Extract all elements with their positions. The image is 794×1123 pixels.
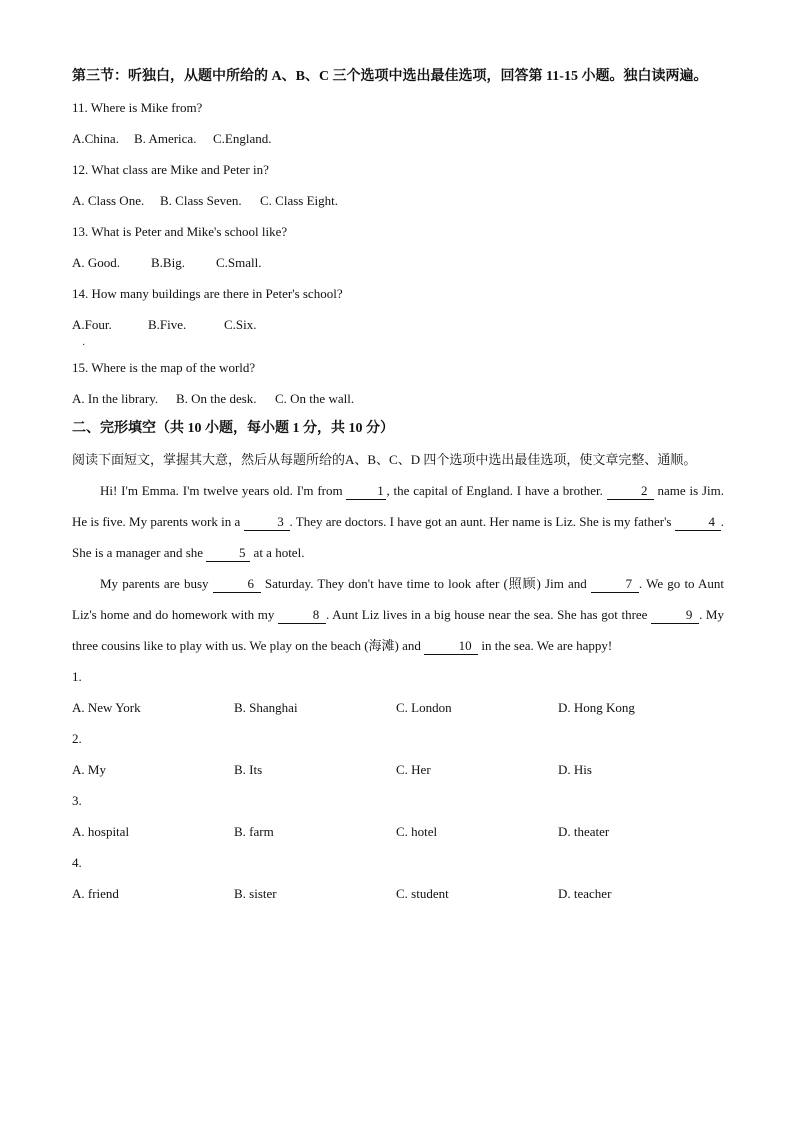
option-c: C.England. <box>213 131 272 146</box>
option-b: B.Five. <box>148 317 187 332</box>
answer-options <box>72 754 724 785</box>
listening-question-11 <box>72 92 724 154</box>
listening-question-13 <box>72 216 724 278</box>
option-b: B. America. <box>134 131 197 146</box>
section-heading-cloze: 二、完形填空（共 10 小题，每小题 1 分，共 10 分） <box>72 421 394 436</box>
answer-options <box>72 692 724 723</box>
option-a: A. Good. <box>72 255 121 270</box>
answer-options <box>72 816 724 847</box>
answer-options <box>72 309 724 340</box>
passage-text: . They are doctors. I have got an aunt. Her name is Liz. She is my father's <box>289 514 675 529</box>
option-c: C.Small. <box>216 255 262 270</box>
blank-5: 5 <box>206 545 250 562</box>
option-b: B.Big. <box>151 255 185 270</box>
blank-3: 3 <box>244 514 290 531</box>
question-text: 11. Where is Mike from? <box>72 100 203 115</box>
option-a: A. New York <box>72 700 141 715</box>
option-a: A. In the library. <box>72 391 159 406</box>
passage-text: . Aunt Liz lives in a big house near the sea. She has got three <box>326 607 652 622</box>
question-number: 2. <box>72 731 82 746</box>
cloze-paragraph-2 <box>72 568 724 661</box>
option-c: C. Her <box>396 762 431 777</box>
question-number: 1. <box>72 669 82 684</box>
cloze-question-4 <box>72 847 724 909</box>
answer-options <box>72 878 724 909</box>
option-c: C. student <box>396 886 449 901</box>
option-c: C. hotel <box>396 824 438 839</box>
passage-text: . She is a manager and she <box>72 514 724 560</box>
cloze-instructions: 阅读下面短文，掌握其大意，然后从每题所给的A、B、C、D 四个选项中选出最佳选项，使文章完整、通顺。 <box>72 452 697 467</box>
option-b: B. Class Seven. <box>160 193 242 208</box>
option-d: D. teacher <box>558 886 612 901</box>
listening-question-15 <box>72 352 724 414</box>
passage-text: . We go to Aunt Liz's home and do homework with my <box>72 576 725 622</box>
option-a: A. My <box>72 762 106 777</box>
option-a: A.China. <box>72 131 119 146</box>
blank-4: 4 <box>675 514 721 531</box>
passage-text: name is Jim. He is five. My parents work in a <box>72 483 724 529</box>
blank-10: 10 <box>424 638 478 655</box>
question-text: 14. How many buildings are there in Peter's school? <box>72 286 343 301</box>
exam-page <box>72 62 724 909</box>
option-b: B. sister <box>234 886 277 901</box>
option-a: A. hospital <box>72 824 130 839</box>
section-heading-listening: 第三节：听独白，从题中所给的 A、B、C 三个选项中选出最佳选项，回答第 11-15 小题。独白读两遍。 <box>72 69 708 84</box>
passage-text: Hi! I'm Emma. I'm twelve years old. I'm from <box>100 483 347 498</box>
answer-options <box>72 247 724 278</box>
answer-options <box>72 185 724 216</box>
option-a: A. friend <box>72 886 119 901</box>
answer-options <box>72 123 724 154</box>
answer-options <box>72 383 724 414</box>
option-c: C.Six. <box>224 317 257 332</box>
passage-text: at a hotel. <box>250 545 305 560</box>
question-text: 12. What class are Mike and Peter in? <box>72 162 269 177</box>
option-a: A.Four. <box>72 317 112 332</box>
stray-mark: · <box>82 340 86 351</box>
passage-text: . My three cousins like to play with us. We play on the beach (海滩) and <box>72 607 724 653</box>
question-number: 3. <box>72 793 82 808</box>
option-d: D. theater <box>558 824 610 839</box>
question-number: 4. <box>72 855 82 870</box>
option-d: D. His <box>558 762 592 777</box>
option-b: B. Shanghai <box>234 700 298 715</box>
listening-question-14 <box>72 278 724 352</box>
blank-7: 7 <box>591 576 639 593</box>
passage-text: My parents are busy <box>100 576 213 591</box>
option-a: A. Class One. <box>72 193 145 208</box>
blank-1: 1 <box>346 483 386 500</box>
question-text: 15. Where is the map of the world? <box>72 360 256 375</box>
listening-question-12 <box>72 154 724 216</box>
option-b: B. Its <box>234 762 263 777</box>
blank-9: 9 <box>651 607 699 624</box>
blank-6: 6 <box>213 576 261 593</box>
blank-8: 8 <box>278 607 326 624</box>
question-text: 13. What is Peter and Mike's school like? <box>72 224 288 239</box>
option-c: C. London <box>396 700 452 715</box>
passage-text: Saturday. They don't have time to look after (照顾) Jim and <box>260 576 591 591</box>
passage-text: in the sea. We are happy! <box>478 638 613 653</box>
option-c: C. On the wall. <box>275 391 355 406</box>
blank-2: 2 <box>607 483 654 500</box>
passage-text: , the capital of England. I have a brother. <box>386 483 607 498</box>
cloze-question-1 <box>72 661 724 723</box>
cloze-question-3 <box>72 785 724 847</box>
option-b: B. farm <box>234 824 274 839</box>
cloze-question-2 <box>72 723 724 785</box>
option-b: B. On the desk. <box>176 391 257 406</box>
option-c: C. Class Eight. <box>260 193 339 208</box>
option-d: D. Hong Kong <box>558 700 635 715</box>
cloze-paragraph-1 <box>72 475 724 568</box>
